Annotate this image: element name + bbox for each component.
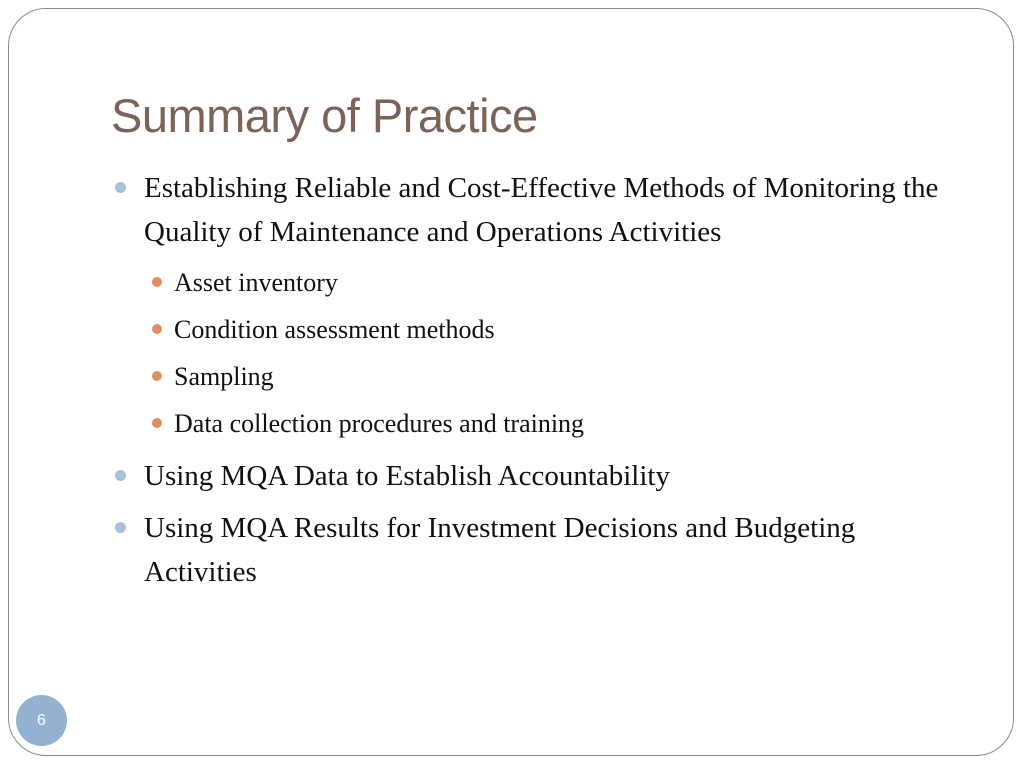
bullet-list xyxy=(112,166,972,594)
sub-bullet-dot-icon xyxy=(152,324,162,334)
sub-bullet-dot-icon xyxy=(152,371,162,381)
sub-bullet-item xyxy=(112,353,972,400)
sub-bullet-dot-icon xyxy=(152,418,162,428)
sub-bullet-text: Asset inventory xyxy=(174,268,338,297)
bullet-item xyxy=(112,454,972,498)
bullet-text: Using MQA Data to Establish Accountability xyxy=(144,460,670,492)
page-number-badge: 6 xyxy=(16,695,67,746)
sub-bullet-text: Condition assessment methods xyxy=(174,315,495,344)
slide-content xyxy=(112,166,972,594)
sub-bullet-group xyxy=(112,259,972,447)
bullet-text: Using MQA Results for Investment Decisions and Budgeting Activities xyxy=(144,512,856,588)
bullet-dot-icon xyxy=(115,182,126,193)
sub-bullet-text: Sampling xyxy=(174,362,274,391)
bullet-text: Establishing Reliable and Cost-Effective Methods of Monitoring the Quality of Maintenance and Operations Activities xyxy=(144,172,939,248)
sub-bullet-item xyxy=(112,306,972,353)
sub-bullet-list xyxy=(112,259,972,447)
slide-title: Summary of Practice xyxy=(111,89,538,142)
sub-bullet-dot-icon xyxy=(152,277,162,287)
bullet-item xyxy=(112,166,972,254)
bullet-dot-icon xyxy=(115,522,126,533)
sub-bullet-text: Data collection procedures and training xyxy=(174,409,585,438)
bullet-item xyxy=(112,506,972,594)
sub-bullet-item xyxy=(112,400,972,447)
bullet-dot-icon xyxy=(115,470,126,481)
sub-bullet-item xyxy=(112,259,972,306)
